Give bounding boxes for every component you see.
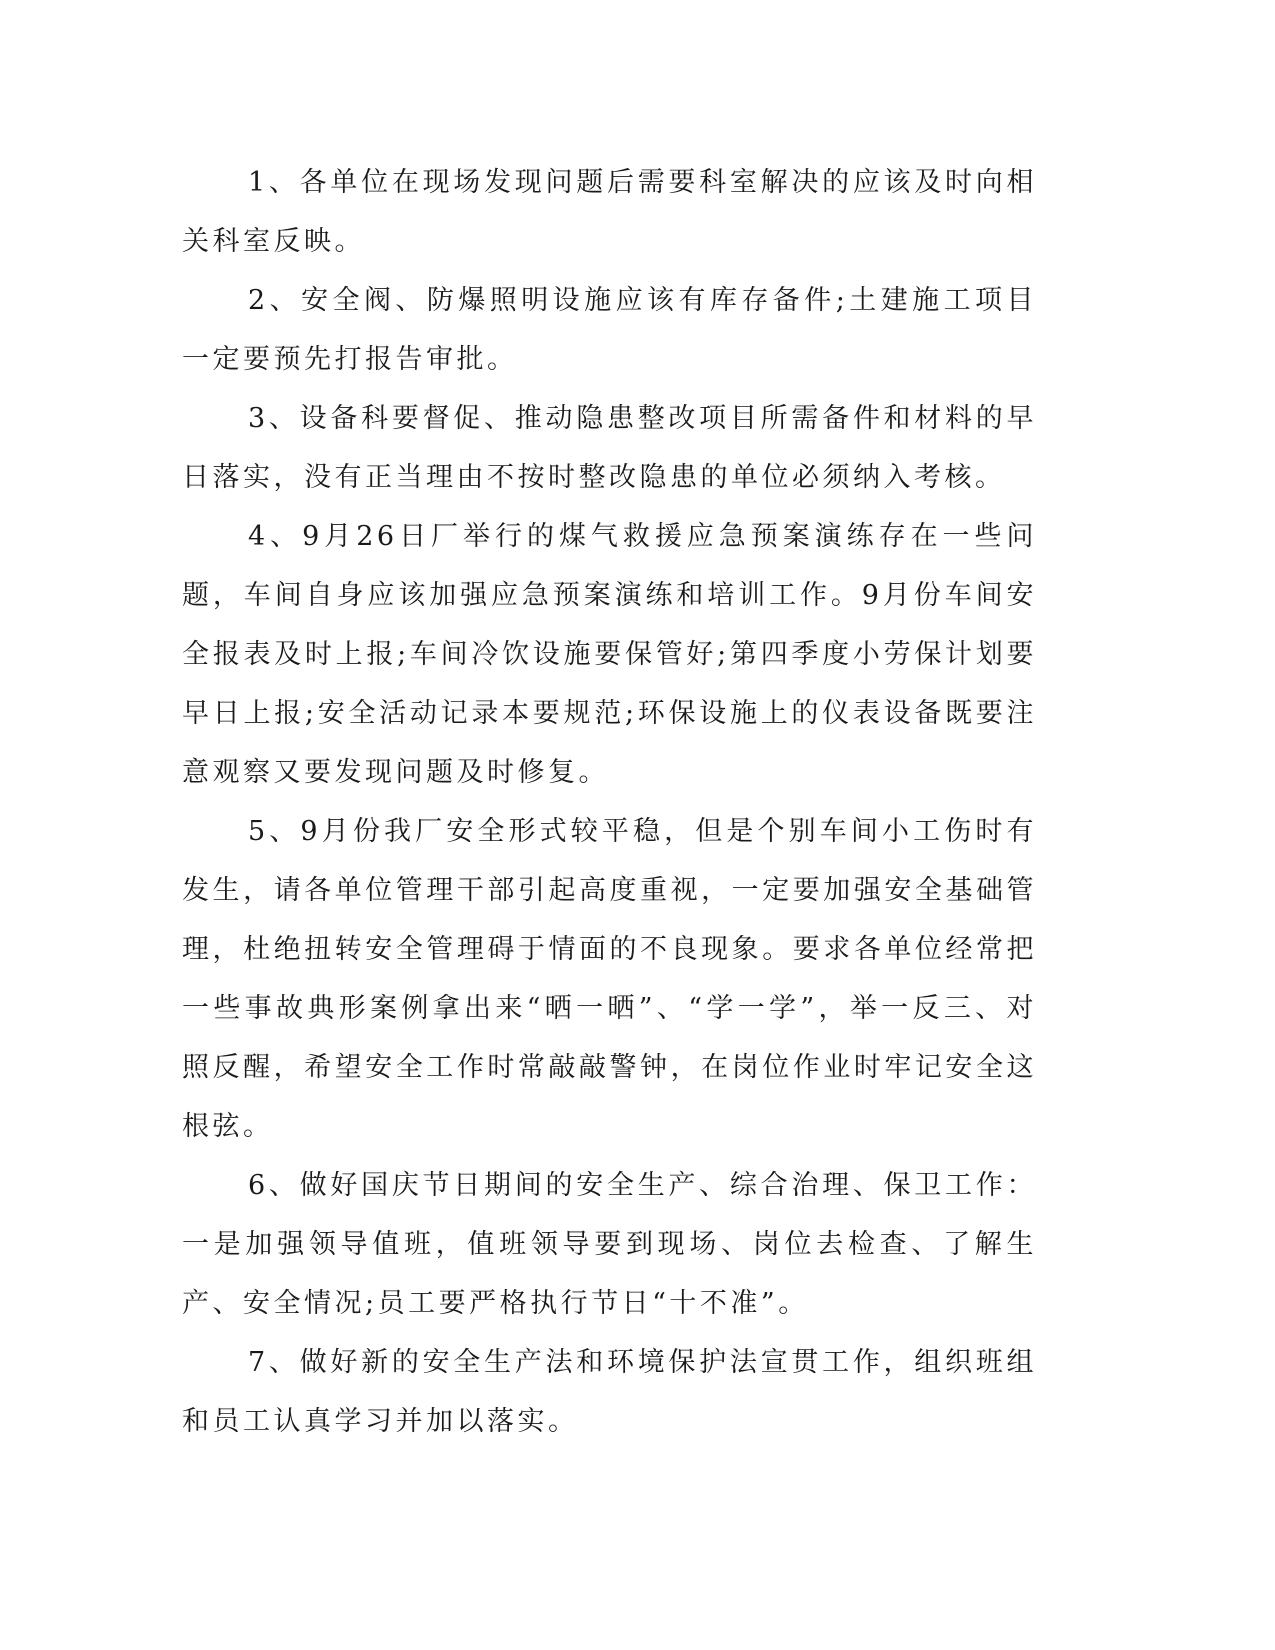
paragraph-5: 5、9月份我厂安全形式较平稳，但是个别车间小工伤时有发生，请各单位管理干部引起高度重视，一定要加强安全基础管理，杜绝扭转安全管理碍于情面的不良现象。要求各单位经常把一些事故典形案例拿出来“晒一晒”、“学一学”，举一反三、对照反醒，希望安全工作时常敲敲警钟，在岗位作业时牢记安全这根弦。 [182, 816, 1037, 1142]
paragraph-7: 7、做好新的安全生产法和环境保护法宣贯工作，组织班组和员工认真学习并加以落实。 [182, 1347, 1037, 1437]
paragraph-3: 3、设备科要督促、推动隐患整改项目所需备件和材料的早日落实，没有正当理由不按时整改隐患的单位必须纳入考核。 [182, 403, 1037, 493]
paragraph-6: 6、做好国庆节日期间的安全生产、综合治理、保卫工作：一是加强领导值班，值班领导要到现场、岗位去检查、了解生产、安全情况;员工要严格执行节日“十不准”。 [182, 1170, 1037, 1319]
document-body [182, 153, 1037, 1451]
paragraph-4: 4、9月26日厂举行的煤气救援应急预案演练存在一些问题，车间自身应该加强应急预案演练和培训工作。9月份车间安全报表及时上报;车间冷饮设施要保管好;第四季度小劳保计划要早日上报;安全活动记录本要规范;环保设施上的仪表设备既要注意观察又要发现问题及时修复。 [182, 521, 1037, 788]
paragraph-2: 2、安全阀、防爆照明设施应该有库存备件;土建施工项目一定要预先打报告审批。 [182, 285, 1037, 375]
paragraph-1: 1、各单位在现场发现问题后需要科室解决的应该及时向相关科室反映。 [182, 167, 1037, 257]
